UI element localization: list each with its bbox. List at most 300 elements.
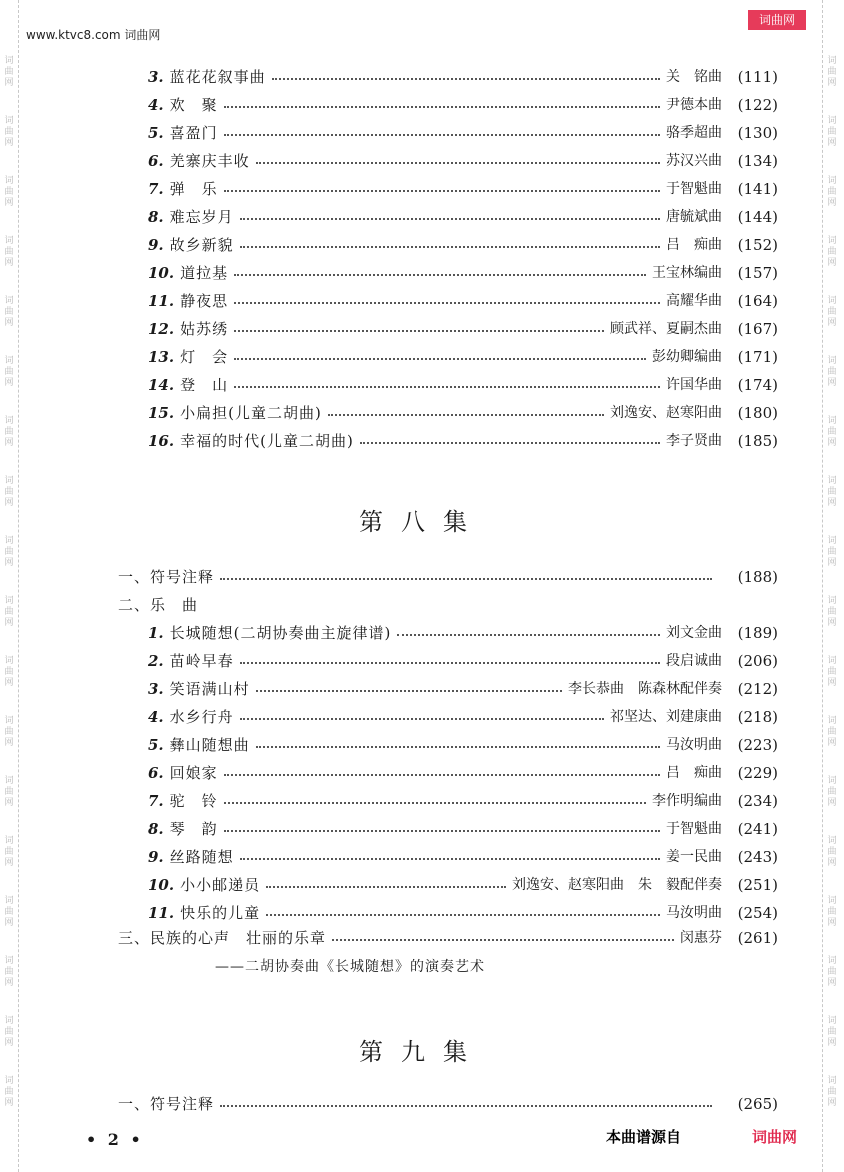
watermark-char: 曲	[4, 67, 14, 77]
entry-author: 高耀华曲	[666, 293, 722, 309]
watermark-char: 网	[827, 78, 837, 88]
dot-leader	[234, 330, 604, 332]
toc-entry[interactable]	[148, 759, 778, 787]
watermark-char: 词	[827, 716, 837, 726]
entry-title: 回娘家	[169, 764, 218, 782]
entry-title: 登 山	[180, 376, 229, 394]
watermark-char: 词	[827, 1076, 837, 1086]
watermark-group	[2, 656, 16, 716]
watermark-char: 曲	[827, 847, 837, 857]
dot-leader	[224, 106, 660, 108]
entry-title: 水乡行舟	[169, 708, 234, 726]
dot-leader	[256, 746, 660, 748]
toc-entry[interactable]	[148, 899, 778, 927]
watermark-char: 词	[827, 56, 837, 66]
watermark-group	[825, 296, 839, 356]
watermark-char: 曲	[827, 547, 837, 557]
toc-entry[interactable]	[148, 843, 778, 871]
dot-leader	[240, 662, 660, 664]
entry-title: 一、符号注释	[118, 1095, 215, 1113]
watermark-char: 曲	[4, 907, 14, 917]
watermark-group	[825, 56, 839, 116]
watermark-char: 网	[827, 198, 837, 208]
entry-page: (218)	[737, 708, 778, 726]
dot-leader	[234, 274, 646, 276]
watermark-char: 词	[4, 596, 14, 606]
entry-number: 3.	[148, 68, 164, 86]
watermark-char: 网	[827, 618, 837, 628]
entry-author: 刘文金曲	[666, 625, 722, 641]
site-logo[interactable]: 词曲网	[748, 10, 806, 30]
watermark-char: 曲	[827, 1027, 837, 1037]
watermark-group	[2, 56, 16, 116]
watermark-group	[825, 176, 839, 236]
watermark-char: 词	[827, 596, 837, 606]
watermark-char: 曲	[4, 787, 14, 797]
dot-leader	[266, 914, 660, 916]
part9-heading: 第九集	[359, 1038, 485, 1066]
watermark-group	[2, 116, 16, 176]
watermark-char: 网	[4, 558, 14, 568]
toc-entry[interactable]	[148, 147, 778, 175]
entry-author: 姜一民曲	[666, 849, 722, 865]
watermark-char: 曲	[4, 967, 14, 977]
watermark-group	[825, 416, 839, 476]
watermark-char: 曲	[827, 487, 837, 497]
entry-author: 王宝林编曲	[652, 265, 722, 281]
watermark-char: 词	[827, 896, 837, 906]
watermark-group	[825, 116, 839, 176]
dot-leader	[256, 690, 562, 692]
toc-entry[interactable]	[148, 787, 778, 815]
entry-title: 静夜思	[180, 292, 229, 310]
entry-title: 琴 韵	[169, 820, 218, 838]
watermark-char: 网	[4, 1098, 14, 1108]
dot-leader	[240, 218, 660, 220]
watermark-char: 网	[4, 858, 14, 868]
entry-author: 关 铭曲	[666, 69, 722, 85]
entry-author: 于智魁曲	[666, 181, 722, 197]
entry-number: 1.	[148, 624, 164, 642]
dot-leader	[224, 802, 646, 804]
watermark-char: 曲	[827, 967, 837, 977]
watermark-char: 词	[827, 836, 837, 846]
left-watermark-column	[2, 56, 16, 1136]
watermark-char: 词	[827, 656, 837, 666]
watermark-char: 词	[4, 776, 14, 786]
watermark-char: 网	[827, 318, 837, 328]
watermark-char: 词	[827, 116, 837, 126]
entry-author: 吕 痴曲	[666, 765, 722, 781]
watermark-char: 网	[4, 978, 14, 988]
entry-number: 9.	[148, 236, 164, 254]
toc-entry[interactable]	[148, 203, 778, 231]
watermark-char: 词	[827, 356, 837, 366]
entry-number: 2.	[148, 652, 164, 670]
entry-title: 快乐的儿童	[180, 904, 261, 922]
entry-page: (251)	[737, 876, 778, 894]
watermark-char: 网	[827, 1038, 837, 1048]
source-logo[interactable]: 词曲网	[752, 1128, 798, 1146]
watermark-char: 网	[4, 618, 14, 628]
watermark-char: 词	[827, 776, 837, 786]
entry-title: 一、符号注释	[118, 568, 215, 586]
entry-title: 小扁担(儿童二胡曲)	[180, 404, 322, 422]
dot-leader	[266, 886, 506, 888]
watermark-char: 网	[4, 798, 14, 808]
watermark-group	[825, 956, 839, 1016]
toc-entry[interactable]	[148, 91, 778, 119]
right-watermark-column	[825, 56, 839, 1136]
watermark-group	[825, 776, 839, 836]
watermark-group	[2, 176, 16, 236]
watermark-char: 曲	[4, 1087, 14, 1097]
dot-leader	[332, 939, 674, 941]
dot-leader	[240, 718, 604, 720]
watermark-char: 曲	[4, 127, 14, 137]
entry-page: (134)	[737, 152, 778, 170]
entry-page: (174)	[737, 376, 778, 394]
watermark-char: 曲	[4, 547, 14, 557]
part8-heading: 第八集	[359, 508, 485, 536]
watermark-char: 曲	[827, 307, 837, 317]
entry-author: 马汝明曲	[666, 905, 722, 921]
watermark-group	[2, 296, 16, 356]
watermark-char: 曲	[4, 847, 14, 857]
entry-author: 许国华曲	[666, 377, 722, 393]
watermark-char: 词	[4, 116, 14, 126]
toc-entry[interactable]	[148, 63, 778, 91]
dot-leader	[234, 302, 660, 304]
entry-number: 15.	[148, 404, 175, 422]
watermark-char: 词	[827, 956, 837, 966]
dot-leader	[256, 162, 660, 164]
dot-leader	[234, 358, 646, 360]
entry-page: (144)	[737, 208, 778, 226]
watermark-char: 网	[827, 558, 837, 568]
entry-page: (229)	[737, 764, 778, 782]
watermark-group	[2, 596, 16, 656]
entry-page: (243)	[737, 848, 778, 866]
watermark-group	[2, 536, 16, 596]
entry-page: (141)	[737, 180, 778, 198]
entry-number: 4.	[148, 96, 164, 114]
part9-symbols-entry[interactable]	[118, 1090, 778, 1118]
dot-leader	[220, 578, 712, 580]
toc-entry[interactable]	[148, 619, 778, 647]
dot-leader	[397, 634, 660, 636]
entry-page: (111)	[737, 68, 778, 86]
watermark-char: 网	[827, 858, 837, 868]
entry-title: 道拉基	[180, 264, 229, 282]
site-url[interactable]: www.ktvc8.com 词曲网	[26, 28, 161, 42]
watermark-char: 曲	[827, 667, 837, 677]
toc-entry[interactable]	[148, 175, 778, 203]
watermark-char: 曲	[4, 727, 14, 737]
entry-author: 段启诚曲	[666, 653, 722, 669]
toc-entry[interactable]	[148, 647, 778, 675]
watermark-group	[2, 836, 16, 896]
watermark-char: 网	[827, 738, 837, 748]
toc-entry[interactable]	[148, 315, 778, 343]
watermark-group	[2, 956, 16, 1016]
entry-number: 10.	[148, 876, 175, 894]
watermark-group	[825, 536, 839, 596]
entry-number: 10.	[148, 264, 175, 282]
entry-author: 于智魁曲	[666, 821, 722, 837]
entry-title: 故乡新貌	[169, 236, 234, 254]
watermark-char: 网	[4, 918, 14, 928]
entry-title: 笑语满山村	[169, 680, 250, 698]
watermark-char: 曲	[827, 367, 837, 377]
dot-leader	[328, 414, 604, 416]
entry-title: 羌寨庆丰收	[169, 152, 250, 170]
entry-number: 14.	[148, 376, 175, 394]
watermark-char: 网	[4, 678, 14, 688]
toc-entry[interactable]	[148, 427, 778, 455]
entry-number: 4.	[148, 708, 164, 726]
dot-leader	[224, 190, 660, 192]
toc-entry[interactable]	[148, 343, 778, 371]
entry-title: 蓝花花叙事曲	[169, 68, 266, 86]
entry-author: 顾武祥、夏嗣杰曲	[610, 321, 722, 337]
entry-page: (167)	[737, 320, 778, 338]
entry-title: 驼 铃	[169, 792, 218, 810]
watermark-char: 网	[4, 198, 14, 208]
watermark-char: 词	[4, 716, 14, 726]
entry-title: 丝路随想	[169, 848, 234, 866]
entry-page: (189)	[737, 624, 778, 642]
entry-number: 16.	[148, 432, 175, 450]
watermark-group	[2, 716, 16, 776]
dot-leader	[224, 774, 660, 776]
entry-page: (206)	[737, 652, 778, 670]
entry-author: 刘逸安、赵寒阳曲 朱 毅配伴奏	[512, 877, 722, 893]
dot-leader	[272, 78, 660, 80]
entry-title: 幸福的时代(儿童二胡曲)	[180, 432, 354, 450]
watermark-group	[825, 236, 839, 296]
entry-page: (122)	[737, 96, 778, 114]
watermark-group	[825, 896, 839, 956]
entry-number: 8.	[148, 208, 164, 226]
watermark-char: 网	[827, 798, 837, 808]
watermark-char: 词	[4, 656, 14, 666]
entry-page: (188)	[737, 568, 778, 586]
entry-page: (171)	[737, 348, 778, 366]
page-number: • 2 •	[86, 1130, 144, 1149]
watermark-char: 曲	[827, 1087, 837, 1097]
entry-page: (130)	[737, 124, 778, 142]
watermark-char: 词	[4, 956, 14, 966]
entry-number: 11.	[148, 292, 175, 310]
toc-entry[interactable]	[148, 703, 778, 731]
toc-entry[interactable]	[148, 371, 778, 399]
watermark-char: 网	[4, 138, 14, 148]
toc-entry[interactable]	[148, 259, 778, 287]
dot-leader	[360, 442, 660, 444]
watermark-group	[825, 836, 839, 896]
watermark-char: 网	[827, 138, 837, 148]
entry-number: 5.	[148, 124, 164, 142]
watermark-char: 曲	[4, 307, 14, 317]
watermark-char: 词	[4, 1016, 14, 1026]
watermark-char: 词	[4, 836, 14, 846]
watermark-group	[825, 1076, 839, 1136]
entry-title: 苗岭早春	[169, 652, 234, 670]
watermark-char: 曲	[827, 787, 837, 797]
watermark-char: 曲	[827, 427, 837, 437]
watermark-char: 词	[827, 1016, 837, 1026]
watermark-char: 词	[4, 1076, 14, 1086]
watermark-char: 网	[4, 738, 14, 748]
dot-leader	[240, 858, 660, 860]
entry-author: 马汝明曲	[666, 737, 722, 753]
entry-number: 8.	[148, 820, 164, 838]
dot-leader	[224, 134, 660, 136]
watermark-char: 网	[4, 318, 14, 328]
entry-title: 难忘岁月	[169, 208, 234, 226]
watermark-char: 曲	[4, 247, 14, 257]
watermark-char: 网	[827, 1098, 837, 1108]
dot-leader	[234, 386, 660, 388]
entry-author: 祁坚达、刘建康曲	[610, 709, 722, 725]
entry-title: 彝山随想曲	[169, 736, 250, 754]
watermark-char: 曲	[4, 427, 14, 437]
entry-title: 喜盈门	[169, 124, 218, 142]
watermark-char: 网	[827, 438, 837, 448]
watermark-char: 网	[4, 498, 14, 508]
entry-number: 11.	[148, 904, 175, 922]
watermark-char: 词	[4, 56, 14, 66]
toc-entry[interactable]	[148, 815, 778, 843]
watermark-char: 词	[827, 236, 837, 246]
watermark-char: 词	[4, 176, 14, 186]
dot-leader	[240, 246, 660, 248]
watermark-char: 网	[4, 78, 14, 88]
watermark-char: 词	[4, 236, 14, 246]
watermark-char: 曲	[827, 907, 837, 917]
watermark-char: 词	[827, 476, 837, 486]
toc-entry[interactable]	[148, 119, 778, 147]
entry-title: 三、民族的心声 壮丽的乐章	[118, 929, 327, 947]
toc-entry[interactable]	[148, 399, 778, 427]
article-subtitle: ——二胡协奏曲《长城随想》的演奏艺术	[215, 959, 485, 975]
watermark-char: 词	[827, 296, 837, 306]
watermark-char: 曲	[827, 67, 837, 77]
watermark-char: 词	[4, 416, 14, 426]
entry-title: 姑苏绣	[180, 320, 229, 338]
watermark-char: 曲	[4, 607, 14, 617]
part8-music-heading: 二、乐 曲	[118, 596, 199, 614]
toc-entry[interactable]	[148, 731, 778, 759]
watermark-group	[825, 716, 839, 776]
entry-author: 苏汉兴曲	[666, 153, 722, 169]
entry-page: (212)	[737, 680, 778, 698]
watermark-group	[2, 236, 16, 296]
watermark-char: 网	[4, 438, 14, 448]
entry-page: (152)	[737, 236, 778, 254]
entry-author: 尹德本曲	[666, 97, 722, 113]
left-dashed-border	[18, 0, 19, 1172]
toc-entry[interactable]	[148, 287, 778, 315]
entry-page: (157)	[737, 264, 778, 282]
watermark-char: 曲	[827, 247, 837, 257]
watermark-char: 词	[4, 476, 14, 486]
part8-symbols-entry[interactable]	[118, 563, 778, 591]
entry-title: 弹 乐	[169, 180, 218, 198]
watermark-char: 词	[827, 536, 837, 546]
watermark-char: 网	[4, 258, 14, 268]
watermark-char: 词	[827, 176, 837, 186]
toc-entry[interactable]	[148, 675, 778, 703]
toc-entry[interactable]	[148, 871, 778, 899]
entry-author: 骆季超曲	[666, 125, 722, 141]
watermark-char: 曲	[4, 667, 14, 677]
entry-page: (185)	[737, 432, 778, 450]
watermark-char: 网	[827, 978, 837, 988]
watermark-char: 曲	[4, 1027, 14, 1037]
entry-number: 12.	[148, 320, 175, 338]
entry-author: 刘逸安、赵寒阳曲	[610, 405, 722, 421]
watermark-char: 网	[827, 498, 837, 508]
watermark-char: 曲	[827, 127, 837, 137]
entry-page: (234)	[737, 792, 778, 810]
watermark-group	[2, 776, 16, 836]
watermark-group	[825, 356, 839, 416]
entry-number: 5.	[148, 736, 164, 754]
watermark-char: 网	[827, 378, 837, 388]
right-dashed-border	[822, 0, 823, 1172]
entry-author: 唐毓斌曲	[666, 209, 722, 225]
entry-title: 欢 聚	[169, 96, 218, 114]
entry-page: (164)	[737, 292, 778, 310]
watermark-group	[2, 1076, 16, 1136]
watermark-char: 曲	[827, 607, 837, 617]
entry-page: (180)	[737, 404, 778, 422]
toc-entry[interactable]	[148, 231, 778, 259]
entry-author: 李作明编曲	[652, 793, 722, 809]
entry-page: (223)	[737, 736, 778, 754]
watermark-group	[825, 656, 839, 716]
watermark-char: 词	[4, 896, 14, 906]
entry-author: 李子贤曲	[666, 433, 722, 449]
watermark-char: 网	[827, 678, 837, 688]
dot-leader	[220, 1105, 712, 1107]
entry-title: 灯 会	[180, 348, 229, 366]
watermark-char: 曲	[4, 487, 14, 497]
entry-number: 7.	[148, 180, 164, 198]
watermark-group	[2, 896, 16, 956]
source-text: 本曲谱源自	[606, 1128, 682, 1146]
watermark-char: 曲	[827, 187, 837, 197]
watermark-char: 网	[4, 378, 14, 388]
entry-author: 李长恭曲 陈森林配伴奏	[568, 681, 722, 697]
watermark-group	[2, 356, 16, 416]
entry-number: 3.	[148, 680, 164, 698]
entry-author: 彭幼卿编曲	[652, 349, 722, 365]
watermark-char: 网	[827, 918, 837, 928]
entry-author: 闵惠芬	[680, 930, 722, 946]
watermark-group	[825, 596, 839, 656]
entry-number: 7.	[148, 792, 164, 810]
entry-number: 6.	[148, 152, 164, 170]
part8-article-entry[interactable]	[118, 924, 778, 952]
watermark-char: 词	[827, 416, 837, 426]
entry-page: (254)	[737, 904, 778, 922]
entry-page: (241)	[737, 820, 778, 838]
watermark-char: 词	[4, 356, 14, 366]
entry-page: (261)	[737, 929, 778, 947]
